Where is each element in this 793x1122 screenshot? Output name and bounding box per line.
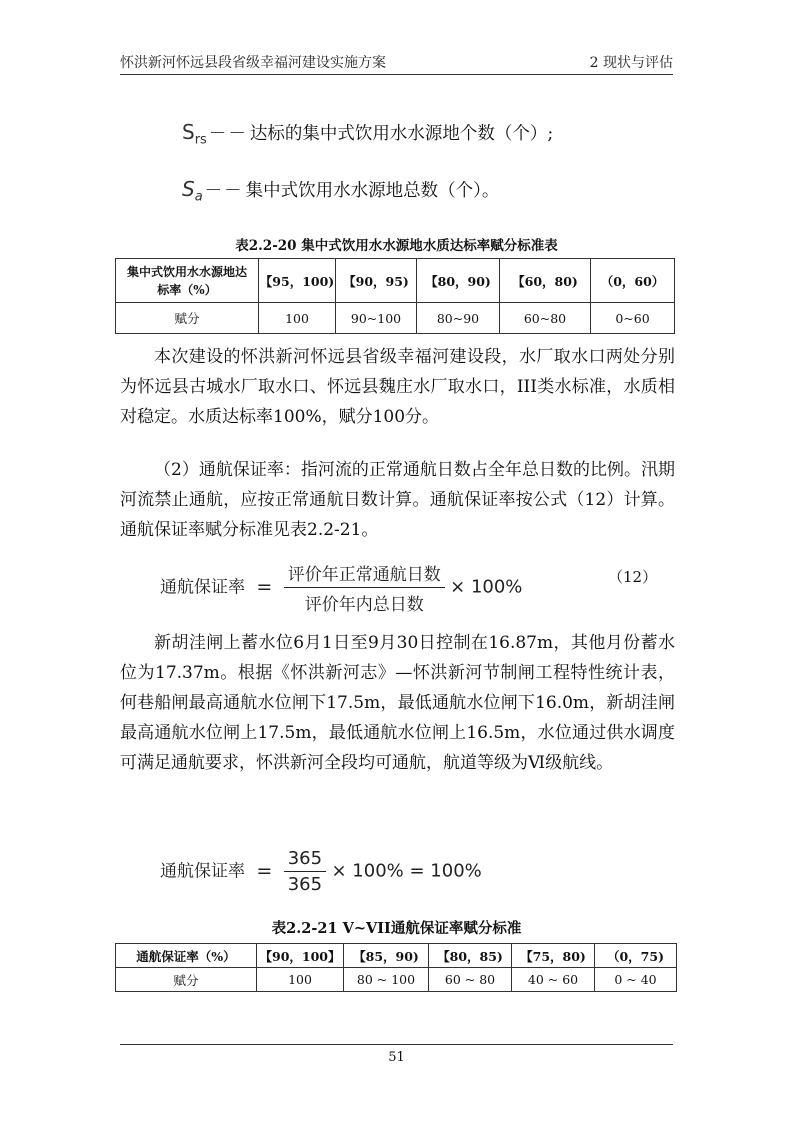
running-header-title: 怀洪新河怀远县段省级幸福河建设实施方案 <box>120 55 386 71</box>
fraction <box>284 848 326 895</box>
table-cell: 90~100 <box>336 303 417 334</box>
definition-text: 达标的集中式饮用水水源地个数（个）; <box>249 124 554 144</box>
table-cell: 【90，100】 <box>257 944 344 968</box>
table-cell: 集中式饮用水水源地达标率（%） <box>116 259 259 303</box>
table-cell: （0，60） <box>591 259 675 303</box>
footer-rule <box>120 1044 673 1045</box>
table-cell: 通航保证率（%） <box>116 944 257 968</box>
page-number: 51 <box>388 1050 405 1065</box>
table-cell: 赋分 <box>116 968 257 992</box>
formula-result <box>160 848 482 895</box>
equals-sign: = <box>256 575 273 598</box>
table-cell: 80 ~ 100 <box>344 968 429 992</box>
table2-caption: 表2.2-21 V~VII通航保证率赋分标准 <box>271 920 522 937</box>
definition-dash: －－ <box>208 124 248 144</box>
formula-times: × 100% <box>450 576 523 598</box>
table-row <box>116 259 675 303</box>
header-rule <box>120 74 673 75</box>
table-cell: 0~60 <box>591 303 675 334</box>
table-row <box>116 303 675 334</box>
formula-12 <box>160 560 522 615</box>
table-cell: 100 <box>257 968 344 992</box>
table1 <box>115 258 675 334</box>
running-header-section: 2 现状与评估 <box>589 55 673 71</box>
table-cell: 【80，85) <box>429 944 512 968</box>
paragraph-water-level: 新胡洼闸上蓄水位6月1日至9月30日控制在16.87m，其他月份蓄水位为17.37m。根据《怀洪新河志》—怀洪新河节制闸工程特性统计表，何巷船闸最高通航水位闸下17.5m，最低通航水位闸下16.0m，新胡洼闸最高通航水位闸上17.5m，最低通航水位闸上16.5m，水位通过供水调度可满足通航要求，怀洪新河全段均可通航，航道等级为Ⅵ级航线。 <box>120 633 675 773</box>
table-cell: 赋分 <box>116 303 259 334</box>
definition-dash: －－ <box>204 181 244 201</box>
table-cell: 0 ~ 40 <box>595 968 677 992</box>
fraction-numerator: 365 <box>284 848 326 872</box>
definition-srs <box>182 120 553 148</box>
formula-lhs: 通航保证率 <box>160 861 245 882</box>
table-row <box>116 944 677 968</box>
paragraph-water-quality: 本次建设的怀洪新河怀远县省级幸福河建设段，水厂取水口两处分别为怀远县古城水厂取水口、怀远县魏庄水厂取水口，III类水标准，水质相对稳定。水质达标率100%，赋分100分。 <box>120 347 675 427</box>
symbol-s: S <box>182 120 195 144</box>
table1-caption: 表2.2-20 集中式饮用水水源地水质达标率赋分标准表 <box>235 238 558 254</box>
table2 <box>115 943 677 992</box>
table-cell: 60 ~ 80 <box>429 968 512 992</box>
table-cell: 【90，95) <box>336 259 417 303</box>
fraction-denominator: 365 <box>287 874 323 895</box>
table-cell: （0，75) <box>595 944 677 968</box>
equals-sign: = <box>256 859 273 882</box>
table-cell: 100 <box>259 303 336 334</box>
definition-text: 集中式饮用水水源地总数（个）。 <box>245 181 500 201</box>
fraction <box>284 560 445 615</box>
formula-lhs: 通航保证率 <box>160 577 245 598</box>
fraction-numerator: 评价年正常通航日数 <box>284 560 445 588</box>
paragraph-navigation: （2）通航保证率：指河流的正常通航日数占全年总日数的比例。汛期河流禁止通航，应按正常通航日数计算。通航保证率按公式（12）计算。通航保证率赋分标准见表2.2-21。 <box>120 460 675 540</box>
table-cell: 【60，80) <box>500 259 591 303</box>
table-cell: 80~90 <box>417 303 500 334</box>
formula-rest: × 100% = 100% <box>331 860 482 882</box>
table-cell: 60~80 <box>500 303 591 334</box>
symbol-subscript: rs <box>194 132 207 148</box>
table-cell: 【75，80) <box>512 944 595 968</box>
table-cell: 【85，90) <box>344 944 429 968</box>
table-cell: 【95，100) <box>259 259 336 303</box>
symbol-subscript: a <box>194 189 203 205</box>
definition-sa <box>182 177 499 205</box>
formula-number: （12） <box>608 568 658 586</box>
fraction-denominator: 评价年内总日数 <box>304 595 424 615</box>
symbol-s: S <box>182 177 195 201</box>
table-cell: 40 ~ 60 <box>512 968 595 992</box>
table-row <box>116 968 677 992</box>
table-cell: 【80，90) <box>417 259 500 303</box>
